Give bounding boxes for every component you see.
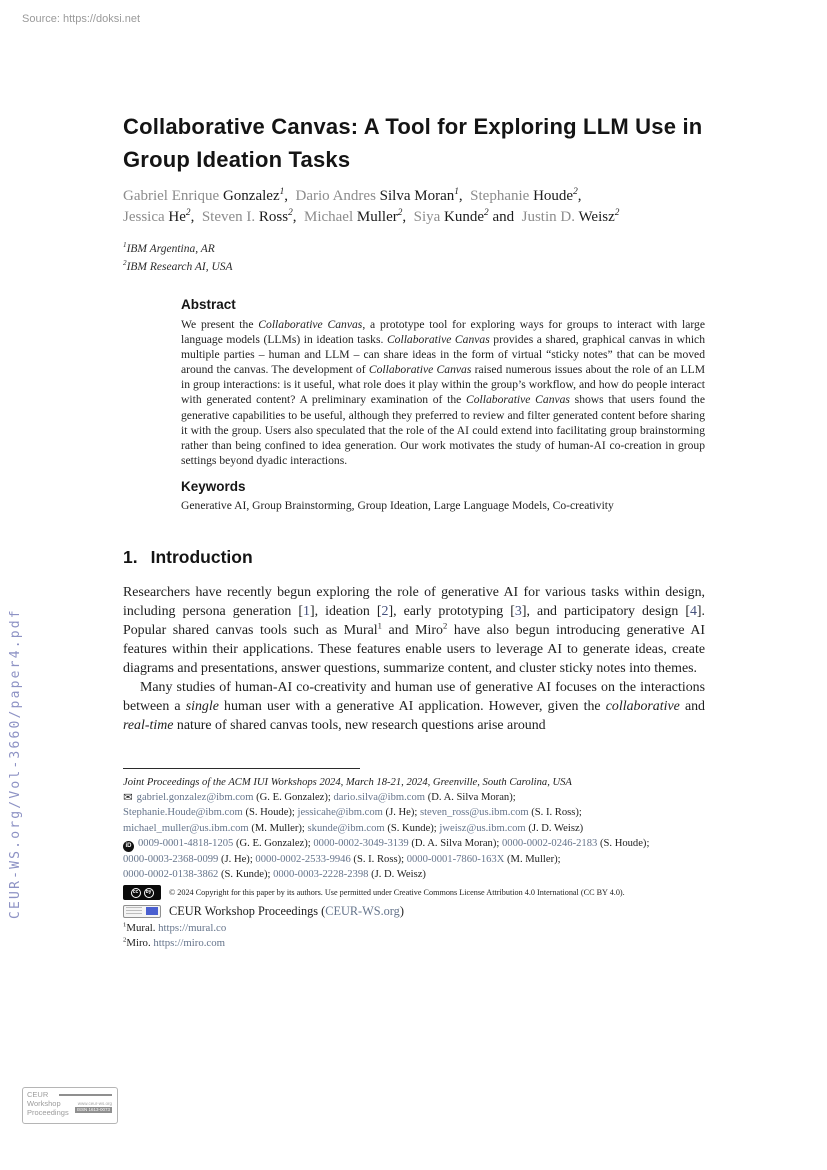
paper-title: Collaborative Canvas: A Tool for Exploring LLM Use in Group Ideation Tasks — [123, 114, 703, 172]
footer-block — [123, 768, 705, 951]
abstract-heading: Abstract — [181, 297, 236, 312]
footnote-mural — [123, 921, 705, 936]
italic-text: single — [185, 698, 219, 714]
section-title: Introduction — [150, 546, 253, 567]
text-run: (S. Kunde); — [218, 869, 274, 881]
ceur-row — [123, 903, 705, 919]
text-run: (S. I. Ross); — [528, 807, 582, 819]
intro-paragraph-1 — [123, 583, 705, 678]
section-number: 1. — [123, 546, 138, 567]
text-run: raised numerous issues about the role of an LLM in group interactions: is it useful, what role does it play within the group’s workflow, and how do people interact with generated content? A preliminary examination of the — [181, 363, 706, 407]
text-run: provides a shared, graphical canvas in which multiple parties – human and LLM – can share ideas in the form of virtual “sticky notes” that can be moved around the canvas. The development of — [181, 333, 705, 377]
text-run: , — [284, 188, 296, 204]
conference-line: Joint Proceedings of the ACM IUI Workshops 2024, March 18-21, 2024, Greenville, South Carolina, USA — [123, 777, 572, 788]
cc-by-badge-icon[interactable] — [123, 885, 161, 900]
text-run: ]. Popular shared canvas tools such as Mural — [123, 603, 706, 638]
text-run: (J. He); — [382, 807, 420, 819]
orcid-icon: iD — [123, 841, 134, 852]
text-run: He — [168, 209, 186, 225]
link[interactable]: Stephanie.Houde@ibm.com — [123, 807, 243, 819]
text-run: Muller — [356, 209, 398, 225]
author-given-name: Steven I. — [201, 209, 259, 225]
footnote-miro — [123, 936, 705, 951]
author-given-name: Justin D. — [521, 209, 579, 225]
link[interactable]: 0000-0002-0138-3862 — [123, 869, 219, 881]
main-column — [123, 110, 705, 735]
ceur-logo-line3: Proceedings — [27, 1108, 69, 1117]
link[interactable]: jessicahe@ibm.com — [297, 807, 383, 819]
italic-text: real-time — [123, 717, 174, 733]
text-run: Ross — [258, 209, 289, 225]
abstract-section — [181, 296, 705, 513]
sidebar-volume-reference[interactable]: CEUR-WS.org/Vol-3660/paper4.pdf — [8, 608, 23, 919]
license-row — [123, 885, 705, 900]
text-run: (J. D. Weisz) — [525, 822, 584, 834]
link[interactable]: https://mural.co — [158, 922, 227, 935]
italic-text: Collaborative Canvas — [368, 363, 472, 377]
cc-icon: cc — [131, 888, 141, 898]
orcid-line-2 — [123, 852, 705, 867]
text-run: Gonzalez — [222, 188, 280, 204]
text-run: nature of shared canvas tools, new research questions arise around — [173, 717, 546, 733]
link[interactable]: michael_muller@us.ibm.com — [123, 822, 249, 834]
footnote-rule — [123, 768, 360, 769]
author-affiliation-mark: 1 — [279, 187, 285, 197]
ceur-logo-line1: CEUR — [27, 1090, 49, 1099]
author-affiliation-mark: 2 — [614, 208, 620, 218]
ceur-logo-line2: Workshop — [27, 1099, 61, 1108]
author-given-name: Michael — [303, 209, 357, 225]
author-list — [123, 186, 705, 228]
text-run: shows that users found the generative capabilities to be useful, although they preferred to review and filter generated content before sharing it with the group. Users also speculated that the role of the AI could extend into facilitating group brainstorming rather than being confined to idea generation. Our work motivates the study of human-AI co-creation in group settings beyond dyadic interactions. — [181, 393, 705, 467]
text-run: Houde — [533, 188, 574, 204]
author-affiliation-mark: 2 — [397, 208, 403, 218]
ceur-badge-chip — [146, 907, 158, 915]
text-run: IBM Research AI, USA — [126, 260, 233, 273]
author-affiliation-mark: 2 — [573, 187, 578, 197]
footnotes — [123, 921, 705, 951]
link[interactable]: steven_ross@us.ibm.com — [419, 807, 529, 819]
text-run: Many studies of human-AI co-creativity and human use of generative AI focuses on the interactions between a — [123, 679, 705, 714]
text-run: Weisz — [578, 209, 615, 225]
author-given-name: Siya — [413, 209, 445, 225]
abstract-text — [181, 317, 705, 468]
text-run: (S. Houde); — [242, 807, 298, 819]
text-run: , a prototype tool for exploring ways for groups to interact with large language models (LLMs) in ideation tasks. — [181, 318, 705, 347]
citation-ref[interactable]: 3 — [514, 603, 522, 619]
ceur-workshop-logo — [22, 1087, 118, 1124]
footnote-ref: 2 — [442, 620, 448, 631]
ceur-logo-right — [75, 1101, 112, 1113]
keywords-text: Generative AI, Group Brainstorming, Group Ideation, Large Language Models, Co-creativity — [181, 498, 614, 512]
footnote-ref: 1 — [123, 241, 127, 250]
link[interactable]: skunde@ibm.com — [307, 822, 385, 834]
footnote-ref: 1 — [123, 921, 127, 929]
text-run: (S. Houde); — [597, 837, 650, 849]
affiliation-2 — [123, 259, 705, 277]
author-affiliation-mark: 2 — [185, 208, 191, 218]
text-run: CEUR Workshop Proceedings ( — [169, 904, 326, 919]
text-run: (J. D. Weisz) — [368, 869, 426, 881]
text-run: (M. Muller); — [248, 822, 308, 834]
link[interactable]: https://miro.com — [153, 937, 226, 950]
text-run: (S. I. Ross); — [350, 853, 407, 865]
link[interactable]: 0000-0002-0246-2183 — [501, 837, 598, 849]
ceur-proceedings-line — [169, 903, 404, 919]
email-line-1 — [123, 790, 705, 805]
author-given-name: Stephanie — [470, 188, 534, 204]
text-run: , — [190, 209, 202, 225]
author-affiliation-mark: 2 — [288, 208, 293, 218]
text-run: , — [292, 209, 304, 225]
text-run: (G. E. Gonzalez); — [253, 792, 334, 804]
email-line-2 — [123, 805, 705, 820]
author-given-name: Gabriel Enrique — [123, 188, 223, 204]
citation-ref[interactable]: 2 — [381, 603, 389, 619]
text-run: and Miro — [381, 622, 443, 638]
keywords-section — [181, 478, 705, 513]
orcid-line-3 — [123, 867, 705, 882]
section-heading-introduction — [123, 545, 705, 569]
link[interactable]: 0009-0001-4818-1205 — [138, 837, 234, 849]
orcid-runs-1 — [138, 838, 649, 849]
text-run: (D. A. Silva Moran); — [425, 792, 516, 804]
italic-text: collaborative — [605, 698, 680, 714]
ceur-logo-rule — [59, 1094, 112, 1096]
text-run: IBM Argentina, AR — [126, 243, 215, 255]
text-run: ) — [399, 904, 404, 919]
ceur-badge-lines — [126, 907, 142, 915]
link[interactable]: 0000-0003-2228-2398 — [273, 869, 369, 881]
italic-text: Collaborative Canvas — [386, 333, 490, 347]
link[interactable]: 0000-0003-2368-0099 — [123, 853, 219, 865]
text-run: Silva Moran — [379, 188, 455, 204]
text-run: and — [679, 698, 705, 714]
text-run: , — [402, 209, 414, 225]
intro-paragraph-2 — [123, 678, 705, 735]
text-run: (J. He); — [218, 853, 256, 865]
by-icon: by — [144, 888, 154, 898]
text-run: Mural. — [126, 922, 159, 935]
text-run: (G. E. Gonzalez); — [233, 837, 314, 849]
text-run: ], ideation [ — [309, 603, 382, 619]
text-run: Kunde — [444, 209, 485, 225]
text-run: (S. Kunde); — [384, 822, 440, 834]
email-runs-1 — [137, 792, 516, 803]
link[interactable]: CEUR-WS.org — [325, 904, 400, 919]
text-run: , — [458, 188, 471, 204]
affiliation-1 — [123, 241, 705, 259]
text-run: (M. Muller); — [504, 853, 561, 865]
footnote-ref: 2 — [123, 936, 127, 944]
text-run: Researchers have recently begun exploring the role of generative AI for various tasks within design, including persona generation [ — [123, 584, 705, 619]
link[interactable]: gabriel.gonzalez@ibm.com — [136, 792, 254, 804]
text-run: human user with a generative AI application. However, given the — [218, 698, 606, 714]
link[interactable]: 0000-0002-3049-3139 — [313, 837, 409, 849]
link[interactable]: 0000-0001-7860-163X — [406, 853, 505, 865]
text-run: Miro. — [126, 937, 154, 950]
text-run: ], and participatory design [ — [521, 603, 690, 619]
copyright-text: © 2024 Copyright for this paper by its authors. Use permitted under Creative Commons License Attribution 4.0 International (CC BY 4.0). — [169, 887, 625, 897]
ceur-badge-icon[interactable] — [123, 905, 161, 918]
keywords-heading: Keywords — [181, 478, 246, 494]
link[interactable]: 0000-0002-2533-9946 — [255, 853, 351, 865]
citation-ref[interactable]: 4 — [689, 603, 697, 619]
email-line-3 — [123, 821, 705, 836]
author-given-name: Jessica — [123, 209, 169, 225]
source-note: Source: https://doksi.net — [22, 13, 141, 25]
link[interactable]: dario.silva@ibm.com — [333, 792, 426, 804]
italic-text: Collaborative Canvas — [466, 393, 570, 407]
text-run: and — [488, 209, 522, 225]
ceur-logo-issn: ISSN 1613-0073 — [76, 1107, 110, 1112]
text-run: (D. A. Silva Moran); — [408, 837, 502, 849]
affiliations — [123, 241, 705, 276]
text-run: have also begun introducing generative AI features within their applications. These features enable users to leverage AI to generate ideas, create diagrams and presentations, answer questions, summarize content, and cluster sticky notes into themes. — [123, 622, 705, 676]
footnote-ref: 1 — [377, 620, 382, 631]
text-run: , — [577, 188, 582, 204]
envelope-icon: ✉ — [123, 790, 133, 805]
text-run: We present the — [181, 318, 259, 331]
author-affiliation-mark: 1 — [454, 187, 459, 197]
text-run: ], early prototyping [ — [388, 603, 515, 619]
orcid-line-1 — [123, 836, 705, 852]
author-affiliation-mark: 2 — [484, 208, 489, 218]
italic-text: Collaborative Canvas — [258, 318, 363, 331]
ceur-logo-url: www.ceur-ws.org — [77, 1101, 112, 1106]
author-given-name: Dario Andres — [295, 188, 380, 204]
citation-ref[interactable]: 1 — [303, 603, 310, 619]
link[interactable]: jweisz@us.ibm.com — [439, 822, 526, 834]
footnote-ref: 2 — [123, 258, 127, 267]
